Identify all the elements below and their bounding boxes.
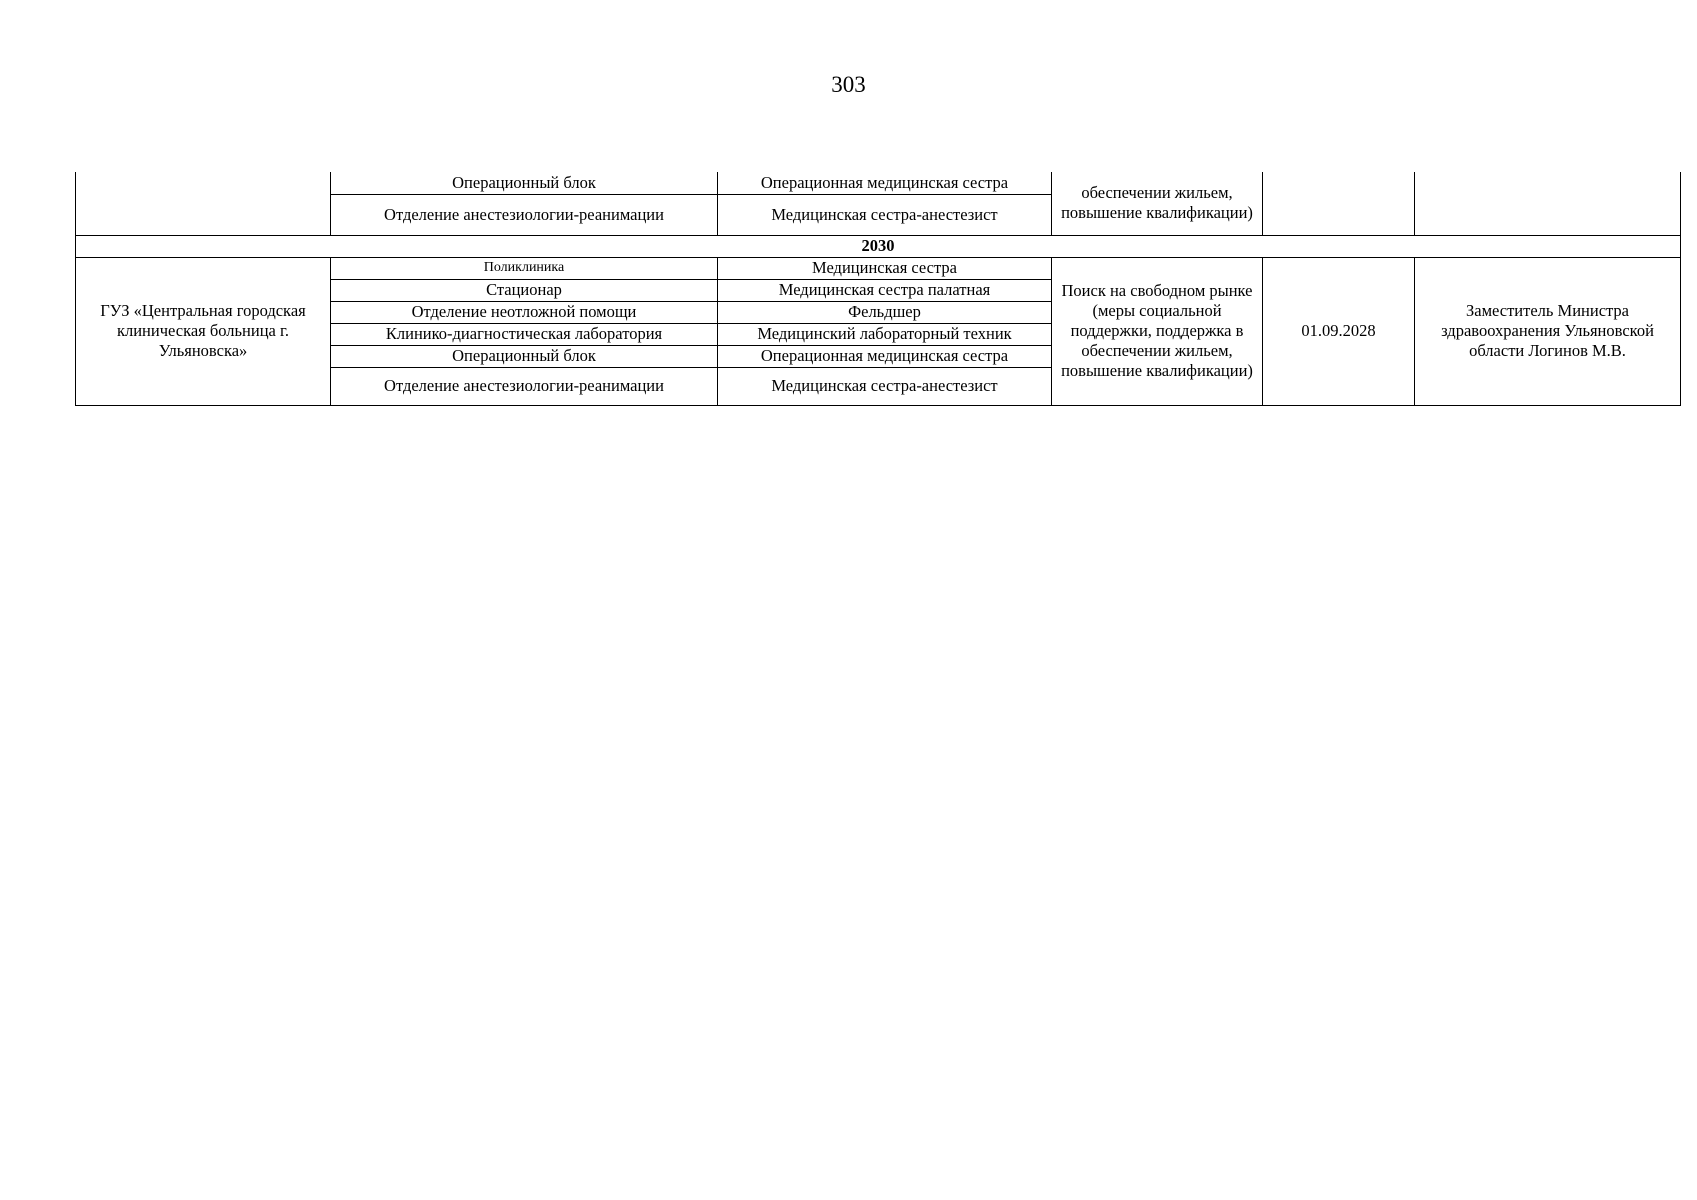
position-cell: Медицинская сестра-анестезист <box>718 194 1052 235</box>
position-cell: Операционная медицинская сестра <box>718 172 1052 194</box>
position-cell: Операционная медицинская сестра <box>718 345 1052 367</box>
table-row <box>76 172 1681 194</box>
department-cell: Операционный блок <box>331 172 718 194</box>
position-cell: Медицинский лабораторный техник <box>718 323 1052 345</box>
page-number: 303 <box>831 72 866 97</box>
deadline-cell <box>1263 172 1415 235</box>
position-cell: Фельдшер <box>718 301 1052 323</box>
table-row <box>76 257 1681 279</box>
year-row <box>76 235 1681 257</box>
department-cell: Отделение анестезиологии-реанимации <box>331 194 718 235</box>
responsible-cell: Заместитель Министра здравоохранения Ульяновской области Логинов М.В. <box>1415 257 1681 405</box>
position-cell: Медицинская сестра-анестезист <box>718 367 1052 405</box>
measures-cell: обеспечении жильем, повышение квалификации) <box>1052 172 1263 235</box>
section-year: 2030 <box>76 235 1681 257</box>
deadline-cell: 01.09.2028 <box>1263 257 1415 405</box>
staffing-table <box>75 172 1681 406</box>
responsible-cell <box>1415 172 1681 235</box>
organization-cell: ГУЗ «Центральная городская клиническая больница г. Ульяновска» <box>76 257 331 405</box>
department-cell: Операционный блок <box>331 345 718 367</box>
position-cell: Медицинская сестра палатная <box>718 279 1052 301</box>
department-cell: Отделение анестезиологии-реанимации <box>331 367 718 405</box>
department-cell: Отделение неотложной помощи <box>331 301 718 323</box>
organization-cell <box>76 172 331 235</box>
department-cell: Клинико-диагностическая лаборатория <box>331 323 718 345</box>
position-cell: Медицинская сестра <box>718 257 1052 279</box>
department-cell: Поликлиника <box>331 257 718 279</box>
department-cell: Стационар <box>331 279 718 301</box>
measures-cell: Поиск на свободном рынке (меры социальной поддержки, поддержка в обеспечении жильем, повышение квалификации) <box>1052 257 1263 405</box>
